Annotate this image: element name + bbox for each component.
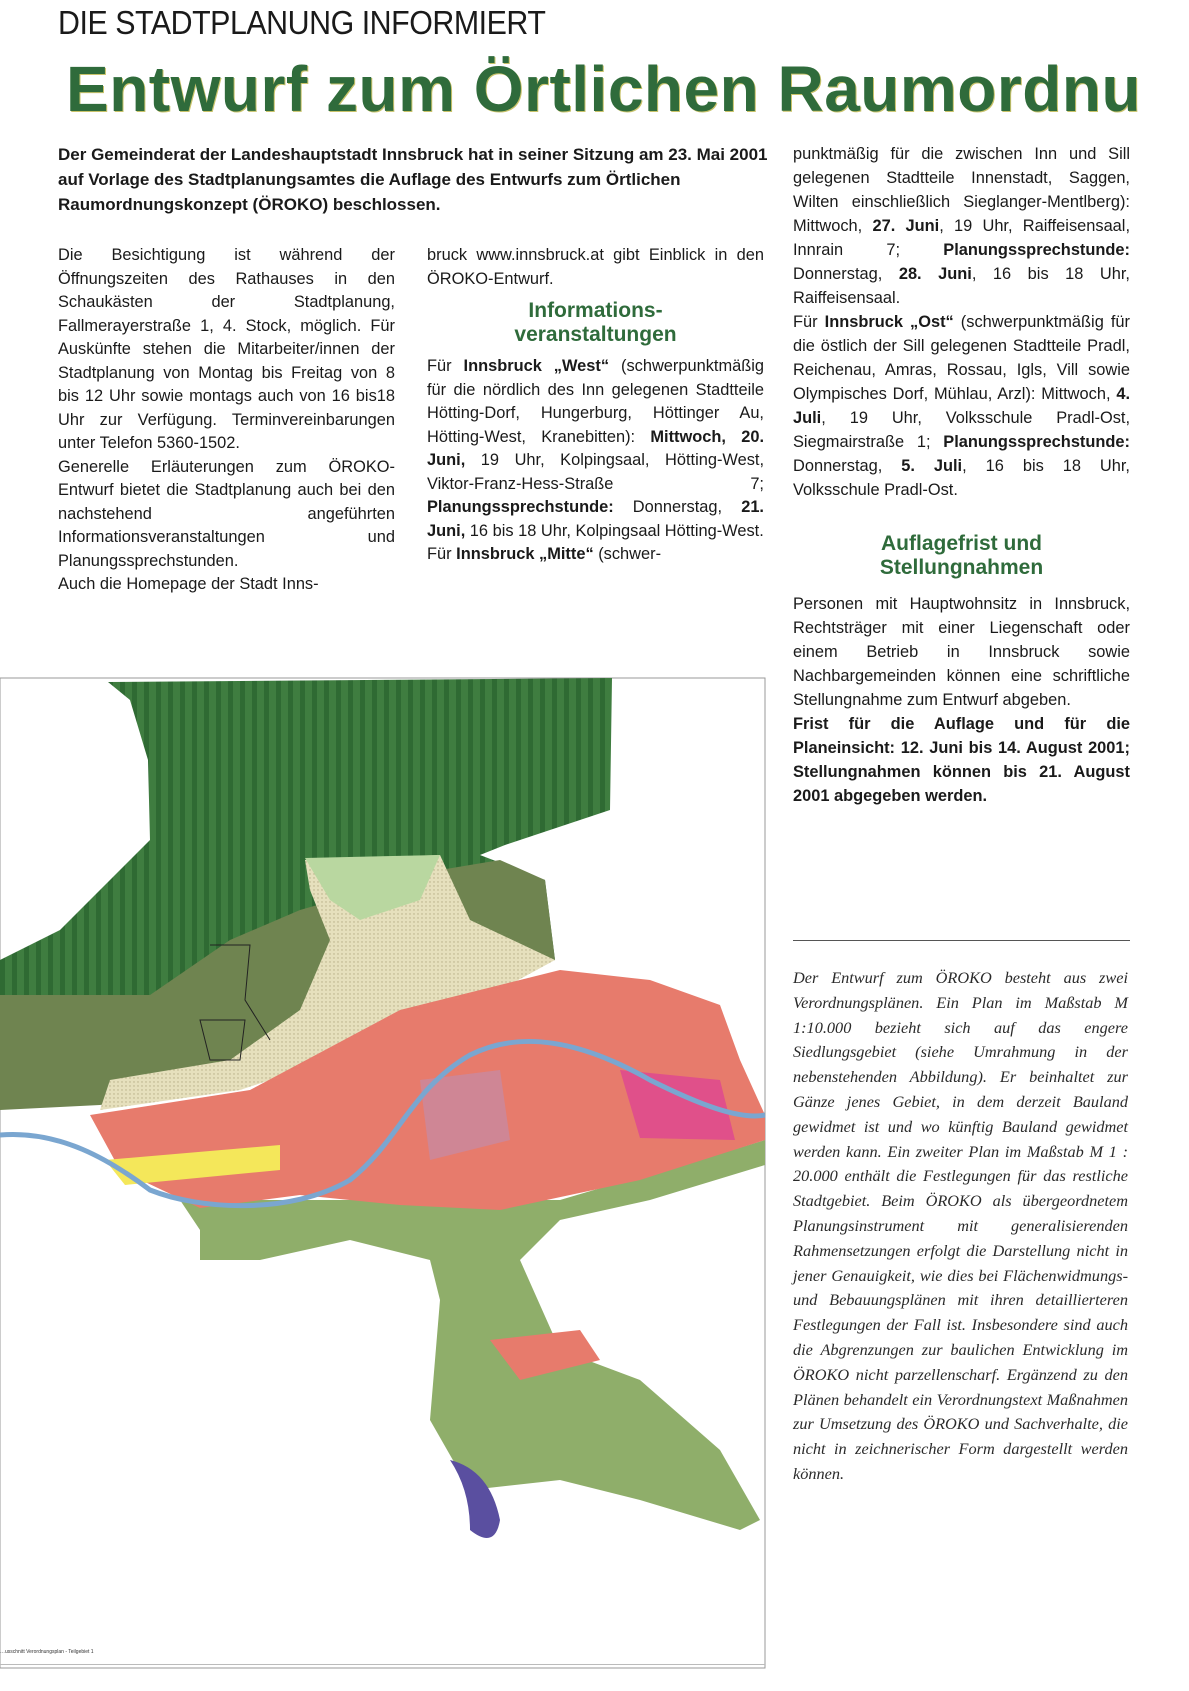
column-1 [58,244,395,597]
text-run: 19 Uhr, Kolpingsaal, Hötting-West, Viktor-Franz-Hess-Straße 7; [427,451,764,493]
text-run: Donnerstag, [613,498,742,516]
bold-text: Innsbruck „Ost“ [824,313,954,331]
text-run: Generelle Erläuterungen zum ÖROKO-Entwurf bietet die Stadtplanung auch bei den nachstehend angeführten Informationsveranstaltungen und Planungssprechstunden. [58,457,395,570]
text-run: bruck www.innsbruck.at gibt Einblick in den ÖROKO-Entwurf. [427,246,764,288]
paragraph [793,712,1130,808]
text-run: , 19 Uhr, Volksschule Pradl-Ost, Siegmairstraße 1; [793,409,1130,451]
map-bottom-rule [0,1664,765,1665]
zoning-map [0,660,780,1691]
paragraph [793,592,1130,712]
column-2 [427,244,764,567]
bold-text: Frist für die Auflage und für die Planeinsicht: 12. Juni bis 14. August 2001; Stellungnahmen können bis 21. August 2001 abgegeben werden. [793,715,1130,805]
headline: Entwurf zum Örtlichen Raumordnu [66,53,1142,125]
text-run: , 16 bis 18 Uhr, Raiffeisensaal. [793,265,1130,307]
map-caption: …usschnitt Verordnungsplan - Teilgebiet 1 [0,1649,94,1655]
heading-auflagefrist: Auflagefrist und Stellungnahmen [879,532,1044,579]
paragraph [793,310,1130,502]
text-run: , 19 Uhr, Raiffeisensaal, Innrain 7; [793,217,1130,259]
text-run: Für [427,357,464,375]
bold-text: Innsbruck „West“ [463,357,610,375]
bold-text: 21. Juni, [427,498,764,540]
text-run: Personen mit Hauptwohnsitz in Innsbruck, Rechtsträger mit einer Liegenschaft oder einem Betrieb in Innsbruck sowie Nachbargemeinden können eine schriftliche Stellungnahme zum Entwurf abgeben. [793,595,1130,709]
intro-paragraph: Der Gemeinderat der Landeshauptstadt Innsbruck hat in seiner Sitzung am 23. Mai 2001 auf Vorlage des Stadtplanungsamtes die Auflage des Entwurfs zum Örtlichen Raumordnungskonzept (ÖROKO) beschlossen. [58,145,768,214]
paragraph [58,456,395,574]
text-run: Für [427,545,457,563]
text-run: Donnerstag, [793,457,902,475]
section-kicker: DIE STADTPLANUNG INFORMIERT [58,4,546,41]
bold-text: Planungssprechstunde: [943,433,1130,451]
bold-text: 5. Juli [901,457,963,475]
text-run: 16 bis 18 Uhr, Kolpingsaal Hötting-West. [465,521,764,540]
text-run: , 16 bis 18 Uhr, Volksschule Pradl-Ost. [793,457,1130,499]
paragraph [427,244,764,291]
bold-text: Planungssprechstunde: [427,498,614,516]
divider [793,940,1130,941]
info-sidebox: Der Entwurf zum ÖROKO besteht aus zwei Verordnungsplänen. Ein Plan im Maßstab M 1:10.000 bezieht sich auf das engere Siedlungsgebiet (siehe Umrahmung in der nebenstehenden Abbildung). Er beinhaltet zur Gänze jenes Gebiet, in dem derzeit Bauland gewidmet ist und wo künftig Bauland gewidmet werden kann. Ein zweiter Plan im Maßstab M 1 : 20.000 enthält die Festlegungen für das restliche Stadtgebiet. Beim ÖROKO als übergeordnetem Planungsinstrument mit generalisierenden Rahmensetzungen erfolgt die Darstellung nicht in jener Genauigkeit, wie dies bei Flächenwidmungs- und Bebauungsplänen mit ihren detaillierteren Festlegungen der Fall ist. Insbesondere sind auch die Abgrenzungen zur baulichen Entwicklung im ÖROKO nicht parzellenscharf. Ergänzend zu den Plänen behandelt ein Verordnungstext Maßnahmen zur Umsetzung des ÖROKO und Sachverhalte, die nicht in zeichnerischer Form dargestellt werden können. [793,968,1128,1483]
bold-text: 28. Juni [898,265,972,283]
bold-text: Innsbruck „Mitte“ [456,545,594,563]
text-run: punktmäßig für die zwischen Inn und Sill gelegenen Stadtteile Innenstadt, Saggen, Wilten einschließlich Sieglanger-Mentlberg): Mittwoch, [793,145,1130,235]
paragraph [427,543,764,567]
paragraph [58,244,395,456]
bold-text: 4. Juli [793,385,1130,427]
bold-text: 27. Juni [872,217,940,235]
text-run: Donnerstag, [793,265,899,283]
text-run: Auch die Homepage der Stadt Inns- [58,575,319,593]
paragraph [427,355,764,543]
text-run: (schwerpunktmäßig für die östlich der Sill gelegenen Stadtteile Pradl, Reichenau, Amras, Rossau, Igls, Vill sowie Olympisches Dorf, Mühlau, Arzl): Mittwoch, [793,313,1130,403]
text-run: (schwer- [593,545,662,563]
text-run: Die Besichtigung ist während der Öffnungszeiten des Rathauses in den Schaukästen der Stadtplanung, Fallmerayerstraße 1, 4. Stock, möglich. Für Auskünfte stehen die Mitarbeiter/innen der Stadtplanung von Montag bis Freitag von 8 bis 12 Uhr sowie montags auch von 16 bis18 Uhr zur Verfügung. Terminvereinbarungen unter Telefon 5360-1502. [58,246,395,452]
text-run: Für [793,313,825,331]
bold-text: Mittwoch, 20. Juni, [427,427,764,469]
bold-text: Planungssprechstunde: [943,241,1130,259]
paragraph [793,142,1130,310]
text-run: (schwerpunktmäßig für die nördlich des Inn gelegenen Stadtteile Hötting-Dorf, Hungerburg, Höttinger Au, Hötting-West, Kranebitten): [427,357,765,446]
column-3 [793,142,1130,808]
heading-informationsveranstaltungen: Informations- veranstaltungen [514,299,677,346]
paragraph [58,573,395,597]
